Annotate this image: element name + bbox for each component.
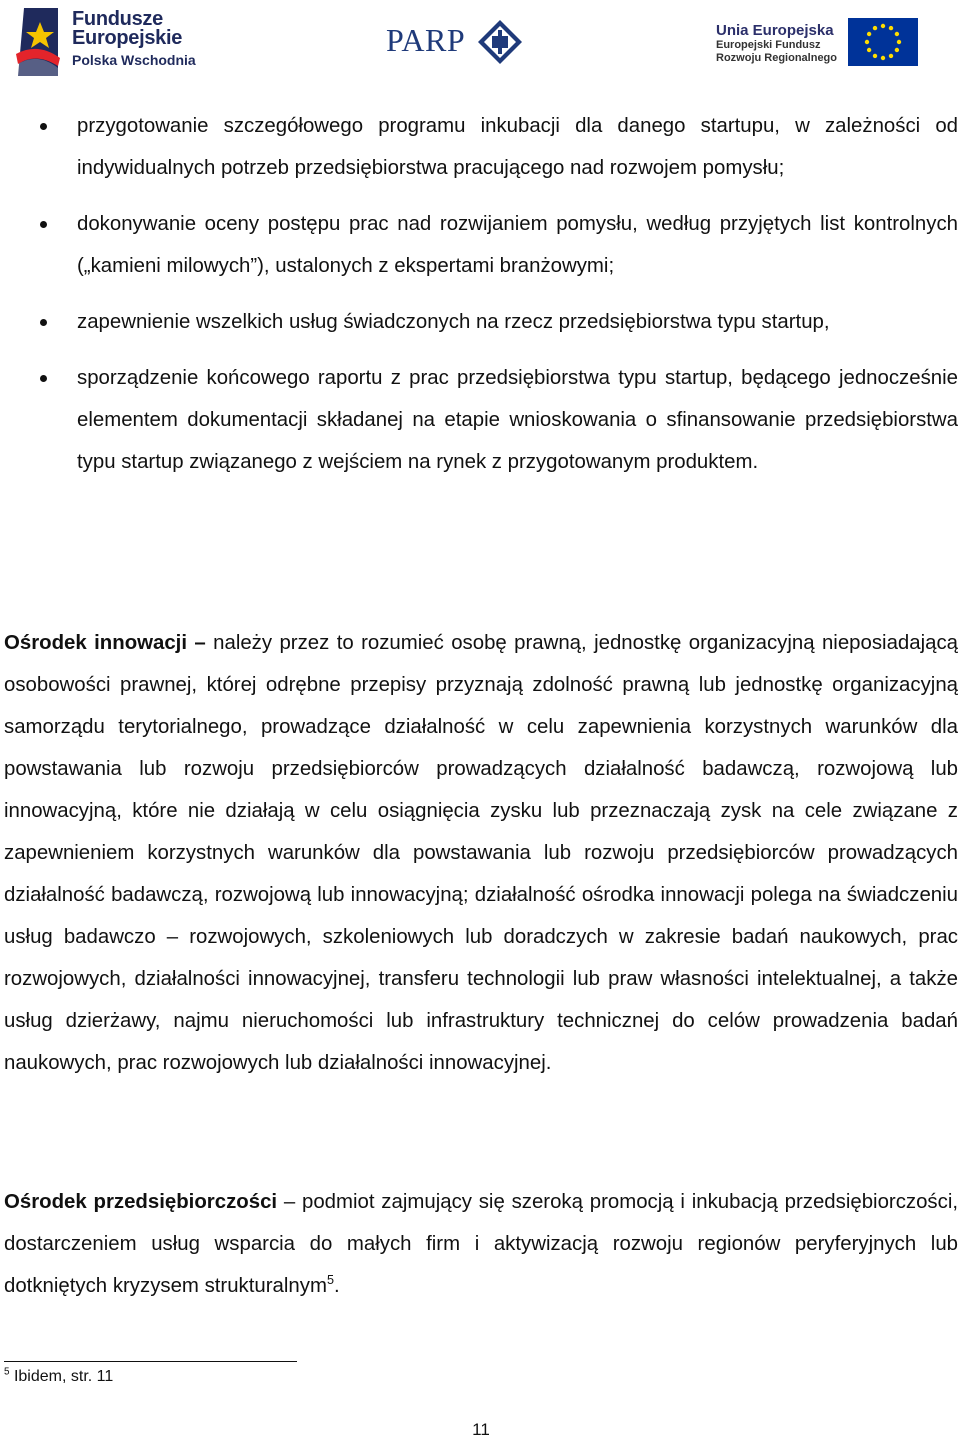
list-item-text: sporządzenie końcowego raportu z prac przedsiębiorstwa typu startup, będącego jednocześnie elementem dokumentacji składanej na etapie wnioskowania o sfinansowanie przedsiębiorstwa typu startup związanego z wejściem na rynek z przygotowanym produktem. (77, 367, 958, 473)
bullet-dot-icon (40, 221, 47, 228)
footnote-separator (4, 1361, 297, 1362)
parp-logo (386, 18, 526, 66)
list-item (0, 203, 960, 287)
list-item (0, 105, 960, 189)
parp-diamond-icon (476, 18, 524, 66)
fe-logo-line2: Europejskie (72, 27, 183, 49)
list-item (0, 357, 960, 483)
definition-paragraph (4, 1181, 958, 1307)
ue-logo-line2: Europejski Fundusz (716, 39, 821, 51)
footnote-reference[interactable]: 5 (326, 1273, 334, 1288)
bullet-dot-icon (40, 319, 47, 326)
definition-text: – podmiot zajmujący się szeroką promocją i inkubacją przedsiębiorczości, dostarczeniem usług wsparcia do małych firm i aktywizacją rozwoju regionów peryferyjnych lub dotkniętych kryzysem strukturalnym (4, 1191, 959, 1297)
definition-end: . (333, 1275, 340, 1297)
footnote-text: Ibidem, str. 11 (9, 1368, 114, 1385)
fundusze-europejskie-logo (14, 6, 214, 80)
footnote-number: 5 (4, 1366, 10, 1378)
bullet-dot-icon (40, 375, 47, 382)
definition-term: Ośrodek innowacji – (4, 632, 206, 654)
bullet-list (0, 105, 960, 483)
list-item-text: przygotowanie szczegółowego programu inkubacji dla danego startupu, w zależności od indywidualnych potrzeb przedsiębiorstwa pracującego nad rozwojem pomysłu; (77, 115, 958, 179)
list-item-text: dokonywanie oceny postępu prac nad rozwijaniem pomysłu, według przyjętych list kontrolnych („kamieni milowych”), ustalonych z ekspertami branżowymi; (77, 213, 958, 277)
fe-flag-icon (14, 6, 66, 78)
fe-logo-line1: Fundusze (72, 8, 163, 30)
definition-term: Ośrodek przedsiębiorczości (4, 1191, 278, 1213)
parp-logo-text: PARP (386, 22, 466, 58)
page-header (0, 0, 960, 90)
unia-europejska-logo (716, 18, 920, 70)
list-item (0, 301, 960, 343)
eu-flag-icon (848, 18, 918, 66)
definition-text: należy przez to rozumieć osobę prawną, jednostkę organizacyjną nieposiadającą osobowości prawnej, której odrębne przepisy przyznają zdolność prawną lub jednostkę organizacyjną samorządu terytorialnego, prowadzące działalność w celu zapewnienia korzystnych warunków dla powstawania lub rozwoju przedsiębiorców prowadzących działalność badawczą, rozwojową lub innowacyjną, które nie działają w celu osiągnięcia zysku lub przeznaczają zysk na cele związane z zapewnieniem korzystnych warunków dla powstawania lub rozwoju przedsiębiorców prowadzących działalność badawczą, rozwojową lub innowacyjną; działalność ośrodka innowacji polega na świadczeniu usług badawczo – rozwojowych, szkoleniowych lub doradczych w zakresie badań naukowych, prac rozwojowych, działalności innowacyjnej, transferu technologii lub praw własności intelektualnej, a także usług dzierżawy, najmu nieruchomości lub infrastruktury technicznej do celów prowadzenia badań naukowych, prac rozwojowych lub działalności innowacyjnej. (4, 632, 958, 1074)
ue-logo-line3: Rozwoju Regionalnego (716, 52, 837, 64)
footnote (4, 1368, 113, 1386)
bullet-dot-icon (40, 123, 47, 130)
definition-paragraph (4, 622, 958, 1084)
page-number: 11 (472, 1420, 490, 1439)
list-item-text: zapewnienie wszelkich usług świadczonych na rzecz przedsiębiorstwa typu startup, (77, 311, 830, 333)
ue-logo-line1: Unia Europejska (716, 22, 834, 39)
fe-logo-line3: Polska Wschodnia (72, 52, 196, 68)
